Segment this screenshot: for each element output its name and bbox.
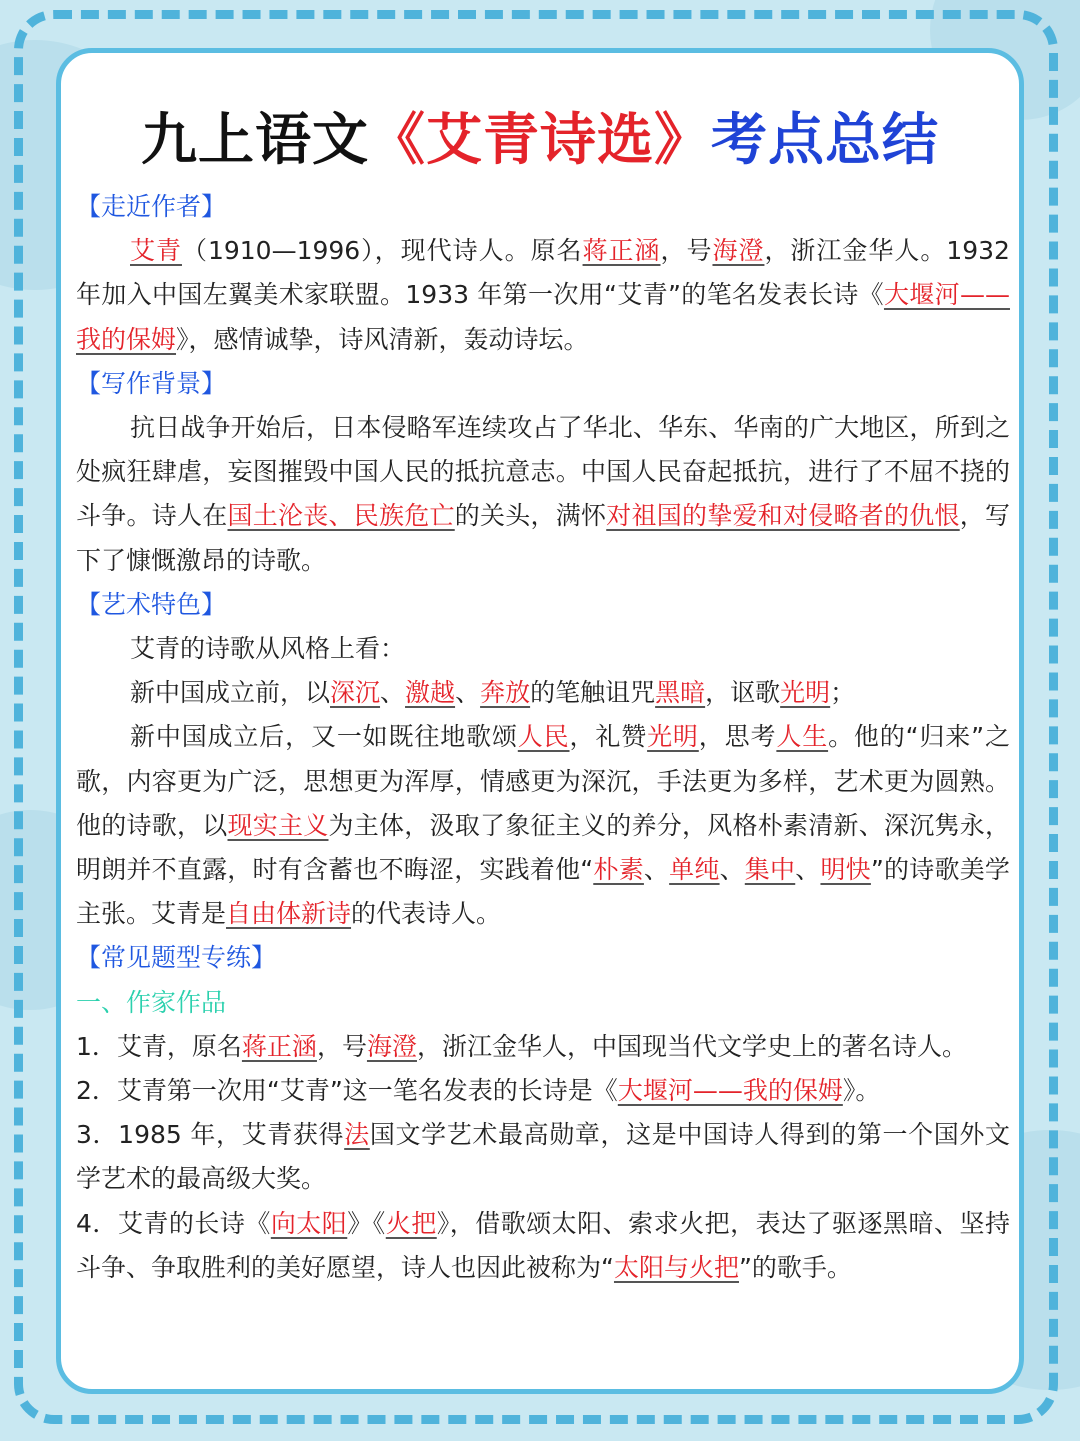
text-run: ，号 xyxy=(316,1031,367,1061)
author-paragraph xyxy=(76,229,1010,362)
section-heading-art: 【艺术特色】 xyxy=(76,589,227,619)
background-paragraph xyxy=(76,406,1010,583)
key-term: 奔放 xyxy=(480,678,531,708)
article-body xyxy=(76,185,1010,1290)
text-run: 4．艾青的长诗《 xyxy=(76,1208,271,1238)
key-term: 光明 xyxy=(647,722,699,752)
text-run: 、 xyxy=(719,855,745,885)
text-run: 、 xyxy=(795,855,821,885)
text-run: 为主体，汲取了象征主义的养分，风格朴素清新、深沉隽永，明朗并不直露，时有含蓄也不晦涩，实践着他“ xyxy=(76,810,1010,885)
key-term: 现实主义 xyxy=(227,810,329,840)
text-run: 》《 xyxy=(347,1208,386,1238)
key-term: 法 xyxy=(344,1120,370,1150)
key-term: 明快 xyxy=(820,855,871,885)
text-run: ”的歌手。 xyxy=(738,1252,852,1282)
text-run: ，浙江金华人，中国现当代文学史上的著名诗人。 xyxy=(416,1031,967,1061)
key-term: 蒋正涵 xyxy=(582,236,661,266)
key-term: 深沉 xyxy=(330,678,381,708)
text-run: 》，借歌颂太阳、索求火把，表达了驱逐黑暗、坚持斗争、争取胜利的美好愿望，诗人也因此被称为“ xyxy=(76,1208,1010,1282)
text-run: 抗日战争开始后，日本侵略军连续攻占了华北、华东、华南的广大地区，所到之处疯狂肆虐，妄图摧毁中国人民的抵抗意志。中国人民奋起抵抗，进行了不屈不挠的斗争。诗人在 xyxy=(76,413,1010,531)
art-after-paragraph xyxy=(76,715,1010,936)
key-term: 蒋正涵 xyxy=(241,1031,317,1061)
title-prefix: 九上语文 xyxy=(141,107,369,173)
text-run: 新中国成立后，又一如既往地歌颂 xyxy=(130,722,518,752)
text-run: 新中国成立前，以 xyxy=(130,678,331,708)
question-item xyxy=(76,1202,1010,1290)
text-run: ，浙江金华人。1932 年加入中国左翼美术家联盟。1933 年第一次用“艾青”的笔名发表长诗《 xyxy=(76,236,1010,310)
key-term: 黑暗 xyxy=(655,678,706,708)
title-book-name: 《艾青诗选》 xyxy=(369,107,711,173)
text-run: 1．艾青，原名 xyxy=(76,1031,242,1061)
text-run: 的笔触诅咒 xyxy=(530,678,656,708)
text-run: ”的诗歌美学主张。艾青是 xyxy=(76,855,1010,929)
key-term: 大堰河——我的保姆 xyxy=(76,280,1010,354)
question-item xyxy=(76,1025,1010,1069)
key-term: 火把 xyxy=(385,1208,437,1238)
key-term: 向太阳 xyxy=(270,1208,348,1238)
text-run: 》。 xyxy=(842,1076,881,1106)
text-run: 2．艾青第一次用“艾青”这一笔名发表的长诗是《 xyxy=(76,1076,618,1106)
key-term: 激越 xyxy=(405,678,456,708)
text-run: 、 xyxy=(643,855,670,885)
art-before-paragraph xyxy=(76,671,1010,715)
section-heading-author: 【走近作者】 xyxy=(76,192,227,221)
question-item xyxy=(76,1069,1010,1113)
key-term: 艾青 xyxy=(130,236,182,266)
key-term: 太阳与火把 xyxy=(613,1252,739,1282)
text-run: （1910—1996），现代诗人。原名 xyxy=(181,236,583,266)
title-suffix: 考点总结 xyxy=(711,107,939,173)
text-run: 国文学艺术最高勋章，这是中国诗人得到的第一个国外文学艺术的最高级大奖。 xyxy=(76,1120,1010,1194)
text-run: ，思考 xyxy=(698,722,777,752)
text-run: 、 xyxy=(455,678,481,708)
key-term: 集中 xyxy=(744,855,796,885)
text-run: 3．1985 年，艾青获得 xyxy=(76,1120,345,1150)
text-run: 、 xyxy=(380,678,406,708)
text-run: 艾青的诗歌从风格上看： xyxy=(130,634,406,664)
page-title xyxy=(0,100,1080,180)
key-term: 国土沦丧、民族危亡 xyxy=(227,501,455,531)
subsection-heading-works: 一、作家作品 xyxy=(76,987,227,1017)
section-heading-practice: 【常见题型专练】 xyxy=(76,943,277,973)
text-run: 的关头，满怀 xyxy=(454,501,607,531)
text-run: 》，感情诚挚，诗风清新，轰动诗坛。 xyxy=(176,324,589,354)
text-run: ，号 xyxy=(660,236,713,266)
text-run: 。他的“归来”之歌，内容更为广泛，思想更为浑厚，情感更为深沉，手法更为多样，艺术更为圆熟。他的诗歌，以 xyxy=(76,722,1010,840)
key-term: 人民 xyxy=(517,722,570,752)
key-term: 单纯 xyxy=(669,855,720,885)
art-intro-paragraph xyxy=(76,627,1010,671)
text-run: ，讴歌 xyxy=(705,678,781,708)
key-term: 海澄 xyxy=(366,1031,417,1061)
text-run: ，写下了慷慨激昂的诗歌。 xyxy=(76,501,1010,575)
key-term: 自由体新诗 xyxy=(226,899,352,929)
key-term: 人生 xyxy=(776,722,829,752)
text-run: ，礼赞 xyxy=(569,722,648,752)
key-term: 对祖国的挚爱和对侵略者的仇恨 xyxy=(606,501,960,531)
key-term: 海澄 xyxy=(712,236,765,266)
key-term: 光明 xyxy=(780,678,831,708)
text-run: 的代表诗人。 xyxy=(351,899,502,929)
text-run: ； xyxy=(830,678,856,708)
key-term: 朴素 xyxy=(593,855,644,885)
question-item xyxy=(76,1113,1010,1201)
key-term: 大堰河——我的保姆 xyxy=(617,1076,843,1106)
section-heading-background: 【写作背景】 xyxy=(76,368,227,398)
